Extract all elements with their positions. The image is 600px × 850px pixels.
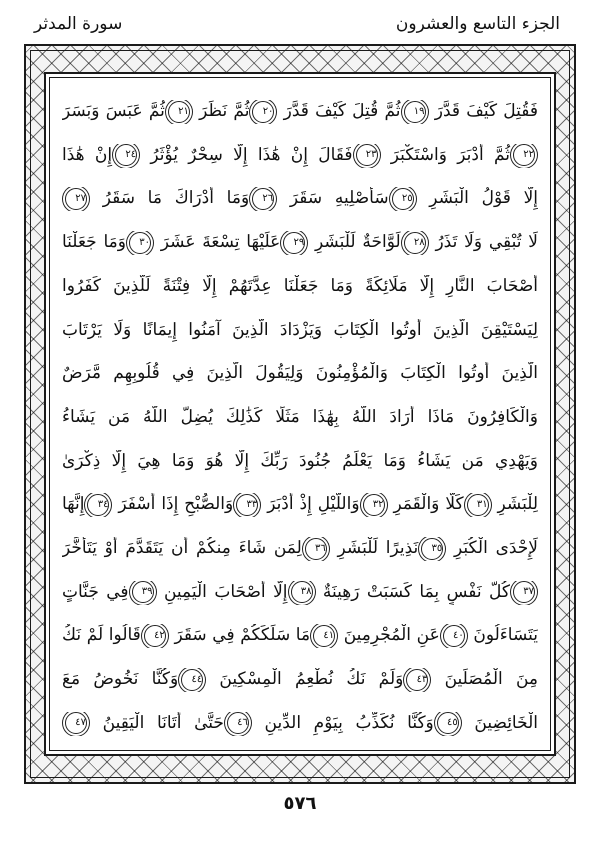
verse-text: وَيَهْدِي مَن يَشَاءُ وَمَا يَعْلَمُ جُنُودَ رَبِّكَ إِلَّا هُوَ وَمَا هِيَ إِلَّا ذِكْرَىٰ (62, 450, 538, 471)
verse-text: لِلْبَشَرِ (491, 494, 538, 515)
ayah-number-marker: ٢٣ (356, 144, 378, 166)
verse-line (62, 187, 538, 211)
verse-text: أَصْحَابَ النَّارِ إِلَّا مَلَائِكَةً وَمَا جَعَلْنَا عِدَّتَهُمْ إِلَّا فِتْنَةً لِّلَّذِينَ كَفَرُوا (62, 275, 538, 296)
verse-line (62, 362, 538, 386)
verse-line (62, 537, 538, 561)
verse-text: نَذِيرًا لِّلْبَشَرِ (329, 538, 419, 559)
verse-text: قَالُوا لَمْ نَكُ (62, 625, 141, 646)
ayah-number-marker: ٣٠ (129, 232, 151, 254)
ayah-number-marker: ٤٦ (227, 712, 249, 734)
verse-lines (62, 100, 538, 736)
verse-text: كُلُّ نَفْسٍ بِمَا كَسَبَتْ رَهِينَةٌ (315, 581, 510, 602)
ayah-number-marker: ٢٤ (115, 144, 137, 166)
verse-line (62, 275, 538, 299)
ayah-number-marker: ٣٤ (87, 494, 109, 516)
ayah-number-marker: ٢٦ (252, 188, 274, 210)
verse-text: وَلَمْ نَكُ نُطْعِمُ الْمِسْكِينَ (206, 669, 404, 690)
verse-text: فَقَالَ إِنْ هَٰذَا إِلَّا سِحْرٌ يُؤْثَرُ (140, 144, 353, 165)
verse-line (62, 581, 538, 605)
verse-line (62, 231, 538, 255)
ayah-number-marker: ٢٨ (404, 232, 426, 254)
ayah-number-marker: ٤٣ (406, 669, 428, 691)
verse-text: ثُمَّ قُتِلَ كَيْفَ قَدَّرَ (277, 101, 401, 121)
verse-text: إِنَّهَا (62, 494, 85, 515)
verse-text: الْخَائِضِينَ (461, 712, 538, 733)
ayah-number-marker: ٣٦ (305, 538, 327, 560)
verse-text: وَكُنَّا نُكَذِّبُ بِيَوْمِ الدِّينِ (251, 712, 434, 733)
ayah-number-marker: ٣٣ (236, 494, 258, 516)
ayah-number-marker: ٤٧ (65, 712, 87, 734)
verse-line (62, 406, 538, 430)
verse-text: حَتَّىٰ أَتَانَا الْيَقِينُ (90, 712, 224, 733)
verse-text: ثُمَّ عَبَسَ وَبَسَرَ (62, 101, 165, 121)
verse-line (62, 319, 538, 343)
ayah-number-marker: ٣٩ (132, 581, 154, 603)
ayah-number-marker: ٤١ (313, 625, 335, 647)
verse-text: وَالصُّبْحِ إِذَا أَسْفَرَ (112, 494, 234, 515)
ayah-number-marker: ٤٤ (181, 669, 203, 691)
verse-line (62, 144, 538, 168)
verse-text: فِي جَنَّاتٍ (62, 581, 129, 602)
ayah-number-marker: ٢٩ (283, 232, 305, 254)
verse-text: عَنِ الْمُجْرِمِينَ (338, 625, 440, 646)
verse-text: الَّذِينَ أُوتُوا الْكِتَابَ وَالْمُؤْمِنُونَ وَلِيَقُولَ الَّذِينَ فِي قُلُوبِهِم مَّرَضٌ (62, 363, 538, 384)
verse-text: ثُمَّ أَدْبَرَ وَاسْتَكْبَرَ (380, 144, 510, 165)
verse-text: وَاللَّيْلِ إِذْ أَدْبَرَ (261, 494, 360, 515)
verse-line (62, 100, 538, 124)
verse-text: إِلَّا أَصْحَابَ الْيَمِينِ (156, 581, 288, 602)
verse-line (62, 450, 538, 474)
ayah-number-marker: ٣٢ (363, 494, 385, 516)
surah-title: سورة المدثر (34, 14, 123, 34)
verse-text: مَا سَلَكَكُمْ فِي سَقَرَ (168, 625, 311, 646)
verse-text: سَأُصْلِيهِ سَقَرَ (277, 188, 389, 209)
ayah-number-marker: ٢٧ (65, 188, 87, 210)
verse-line (62, 668, 538, 692)
verse-line (62, 624, 538, 648)
ayah-number-marker: ٣١ (467, 494, 489, 516)
ayah-number-marker: ١٩ (404, 101, 426, 123)
verse-text: وَمَا جَعَلْنَا (62, 232, 126, 253)
juz-title: الجزء التاسع والعشرون (395, 14, 560, 34)
verse-text: لَا تُبْقِي وَلَا تَذَرُ (428, 232, 538, 253)
ayah-number-marker: ٢٢ (513, 144, 535, 166)
ayah-number-marker: ٢٠ (252, 101, 274, 123)
verse-text: يَتَسَاءَلُونَ (467, 625, 538, 646)
ayah-number-marker: ٣٧ (513, 581, 535, 603)
ayah-number-marker: ٤٠ (443, 625, 465, 647)
ayah-number-marker: ٣٥ (421, 538, 443, 560)
page-number: ٥٧٦ (283, 793, 317, 814)
verse-text: إِلَّا قَوْلُ الْبَشَرِ (416, 188, 538, 209)
ayah-number-marker: ٤٥ (437, 712, 459, 734)
verse-text: مِنَ الْمُصَلِّينَ (431, 669, 538, 690)
ayah-number-marker: ٢٥ (392, 188, 414, 210)
ayah-number-marker: ٢١ (168, 101, 190, 123)
verse-text: وَالْكَافِرُونَ مَاذَا أَرَادَ اللَّهُ بِهَٰذَا مَثَلًا كَذَٰلِكَ يُضِلُّ اللَّهُ مَن يَشَاءُ (62, 406, 538, 427)
verse-text: كَلَّا وَالْقَمَرِ (387, 494, 464, 515)
verse-text: لَوَّاحَةٌ لِّلْبَشَرِ (308, 232, 401, 253)
verse-text: إِنْ هَٰذَا (62, 144, 113, 165)
ayah-number-marker: ٤٢ (144, 625, 166, 647)
verse-line (62, 493, 538, 517)
verse-text: لَإِحْدَى الْكُبَرِ (446, 538, 538, 559)
verse-line (62, 712, 538, 736)
verse-text: وَمَا أَدْرَاكَ مَا سَقَرُ (90, 188, 250, 209)
verse-text: لِيَسْتَيْقِنَ الَّذِينَ أُوتُوا الْكِتَابَ وَيَزْدَادَ الَّذِينَ آمَنُوا إِيمَانًا وَلَا يَرْتَابَ (62, 319, 538, 340)
verse-text: لِمَن شَاءَ مِنكُمْ أَن يَتَقَدَّمَ أَوْ يَتَأَخَّرَ (62, 538, 302, 559)
verse-text: فَقُتِلَ كَيْفَ قَدَّرَ (428, 101, 538, 121)
verse-text: عَلَيْهَا تِسْعَةَ عَشَرَ (153, 232, 281, 253)
verse-text: وَكُنَّا نَخُوضُ مَعَ (62, 669, 179, 690)
ayah-number-marker: ٣٨ (291, 581, 313, 603)
verse-text: ثُمَّ نَظَرَ (192, 101, 250, 121)
